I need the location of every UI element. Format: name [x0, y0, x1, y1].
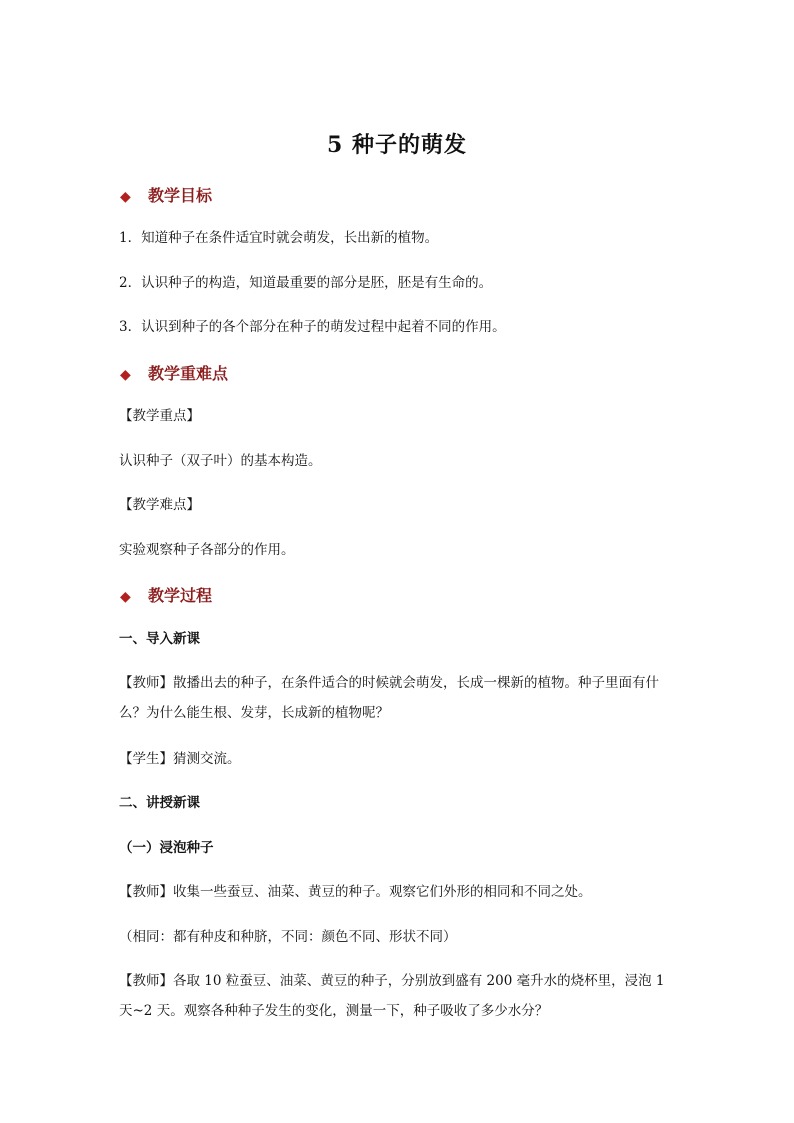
goal-item-2: 2．认识种子的构造，知道最重要的部分是胚，胚是有生命的。 [119, 275, 493, 291]
difficulty-text: 实验观察种子各部分的作用。 [119, 542, 295, 558]
teacher-paragraph-3: 【教师】各取 10 粒蚕豆、油菜、黄豆的种子，分别放到盛有 200 毫升水的烧杯里，浸泡 1 天~2 天。观察各种种子发生的变化，测量一下，种子吸收了多少水分？ [119, 973, 665, 1019]
section-heading-keypoints: ◆ 教学重难点 [120, 364, 229, 383]
goal-item-3: 3．认识到种子的各个部分在种子的萌发过程中起着不同的作用。 [119, 319, 506, 335]
page-title: 5 种子的萌发 [327, 132, 467, 158]
focus-text: 认识种子（双子叶）的基本构造。 [119, 453, 322, 469]
diamond-bullet-icon: ◆ [120, 589, 131, 605]
diamond-bullet-icon: ◆ [120, 367, 131, 383]
difficulty-label: 【教学难点】 [119, 497, 200, 513]
section-heading-goals: ◆ 教学目标 [120, 186, 213, 205]
focus-label: 【教学重点】 [119, 408, 200, 424]
diamond-bullet-icon: ◆ [120, 189, 131, 205]
sub1-heading: （一）浸泡种子 [119, 840, 214, 856]
teacher-paragraph-1: 【教师】散播出去的种子，在条件适合的时候就会萌发，长成一棵新的植物。种子里面有什么？为什么能生根、发芽，长成新的植物呢？ [119, 675, 659, 721]
part2-heading: 二、讲授新课 [119, 795, 200, 811]
section-heading-process: ◆ 教学过程 [120, 586, 213, 605]
note-paragraph-1: （相同：都有种皮和种脐，不同：颜色不同、形状不同） [119, 929, 457, 945]
part1-heading: 一、导入新课 [119, 631, 200, 647]
student-paragraph-1: 【学生】猜测交流。 [119, 751, 241, 767]
goal-item-1: 1．知道种子在条件适宜时就会萌发，长出新的植物。 [119, 230, 439, 246]
teacher-paragraph-2: 【教师】收集一些蚕豆、油菜、黄豆的种子。观察它们外形的相同和不同之处。 [119, 884, 592, 900]
